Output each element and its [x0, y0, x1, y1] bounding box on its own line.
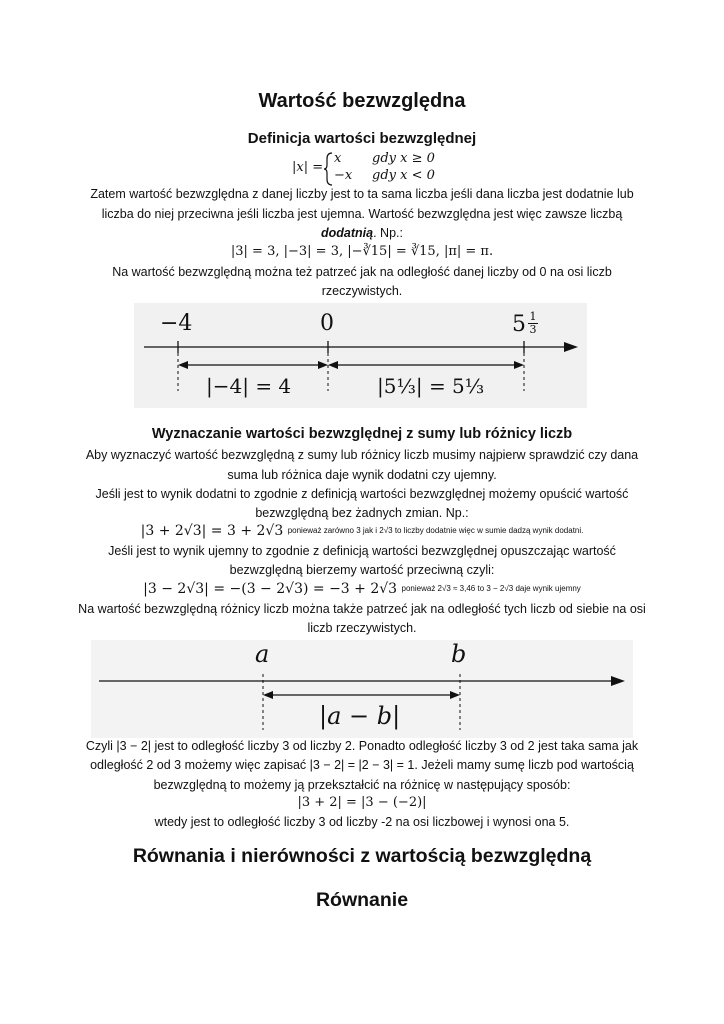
section-heading-definition: Definicja wartości bezwzględnej — [247, 130, 477, 147]
paragraph-line: liczba do niej przeciwna jeśli liczba jest ujemna. Wartość bezwzględna jest więc zawsze liczbą — [101, 207, 623, 221]
fraction-denominator: 3 — [529, 323, 537, 336]
example-2 — [0, 580, 724, 598]
abs-label-ab: |a − b| — [319, 702, 401, 730]
paragraph-line: wtedy jest to odległość liczby 3 od liczby -2 na osi liczbowej i wynosi ona 5. — [154, 815, 570, 829]
paragraph-line: rzeczywistych. — [321, 284, 403, 298]
tick-label-zero: 0 — [320, 311, 334, 336]
number-line-figure-2 — [91, 640, 633, 738]
paragraph-line: bezwzględną bierzemy wartość przeciwną czyli: — [229, 563, 495, 577]
paragraph-line: Aby wyznaczyć wartość bezwzględną z sumy lub różnicy liczb musimy najpierw sprawdzić czy dana — [85, 448, 639, 462]
paragraph-line: bezwzględną to możemy ją przekształcić na różnicę w następujący sposób: — [153, 778, 571, 792]
examples-formula: |3| = 3, |−3| = 3, |−∛15| = ∛15, |π| = π. — [230, 244, 494, 259]
definition-lhs: |x| = — [292, 160, 324, 175]
paragraph-line: odległość 2 od 3 możemy więc zapisać |3 − 2| = |2 − 3| = 1. Jeżeli mamy sumę liczb pod wartością — [90, 758, 634, 772]
tick-label-five: 5 — [512, 312, 526, 337]
paragraph-line: Na wartość bezwzględną różnicy liczb można także patrzeć jak na odległość tych liczb od siebie na osi — [78, 602, 646, 616]
section-heading-sum-difference: Wyznaczanie wartości bezwzględnej z sumy lub różnicy liczb — [151, 426, 573, 442]
tick-label-fraction — [528, 311, 538, 336]
paragraph-line: Jeśli jest to wynik dodatni to zgodnie z definicją wartości bezwzględnej możemy opuścić wartość — [95, 487, 629, 501]
paragraph-end: . Np.: — [373, 226, 403, 240]
paragraph-line: suma lub różnica daje wynik dodatni czy ujemny. — [227, 468, 497, 482]
point-label-a: a — [255, 640, 270, 668]
definition-case2-cond: gdy x < 0 — [372, 168, 435, 183]
paragraph-line: Zatem wartość bezwzględna z danej liczby jest to ta sama liczba jeśli dana liczba jest dodatnie lub — [90, 187, 634, 201]
brace-icon — [324, 152, 334, 186]
paragraph-line: Na wartość bezwzględną można też patrzeć jak na odległość danej liczby od 0 na osi liczb — [112, 265, 612, 279]
bold-word: dodatnią — [321, 226, 374, 240]
tick-label-neg4: −4 — [160, 311, 193, 336]
paragraph-line: Czyli |3 − 2| jest to odległość liczby 3 od liczby 2. Ponadto odległość liczby 3 od 2 jest taka sama jak — [85, 739, 639, 753]
fraction-numerator: 1 — [529, 310, 537, 323]
section-heading-equation: Równanie — [315, 889, 409, 911]
example-1-formula: |3 + 2√3| = 3 + 2√3 — [140, 522, 284, 539]
example-1-note: ponieważ zarówno 3 jak i 2√3 to liczby dodatnie więc w sumie dadzą wynik dodatni. — [287, 526, 584, 536]
example-1 — [0, 522, 724, 540]
example-2-note: ponieważ 2√3 ≈ 3,46 to 3 − 2√3 daje wynik ujemny — [401, 584, 581, 594]
number-line-figure-1 — [134, 303, 587, 408]
point-label-b: b — [451, 640, 467, 668]
definition-case2-expr: −x — [334, 168, 353, 183]
paragraph-line: Jeśli jest to wynik ujemny to zgodnie z definicją wartości bezwzględnej opuszczając wartość — [108, 544, 616, 558]
difference-formula: |3 + 2| = |3 − (−2)| — [297, 795, 427, 810]
paragraph-line — [0, 224, 724, 243]
abs-label-neg4: |−4| = 4 — [206, 374, 292, 398]
definition-formula — [292, 151, 452, 187]
paragraph-line: bezwzględną bez żadnych zmian. Np.: — [255, 506, 469, 520]
abs-label-pos: |5⅓| = 5⅓ — [377, 374, 485, 398]
definition-case1-cond: gdy x ≥ 0 — [372, 151, 435, 166]
example-2-formula: |3 − 2√3| = −(3 − 2√3) = −3 + 2√3 — [143, 580, 398, 597]
definition-case1-expr: x — [334, 151, 342, 166]
page-title: Wartość bezwzględna — [258, 90, 466, 112]
paragraph-line: liczb rzeczywistych. — [307, 621, 417, 635]
section-heading-equations: Równania i nierówności z wartością bezwzględną — [132, 845, 592, 867]
